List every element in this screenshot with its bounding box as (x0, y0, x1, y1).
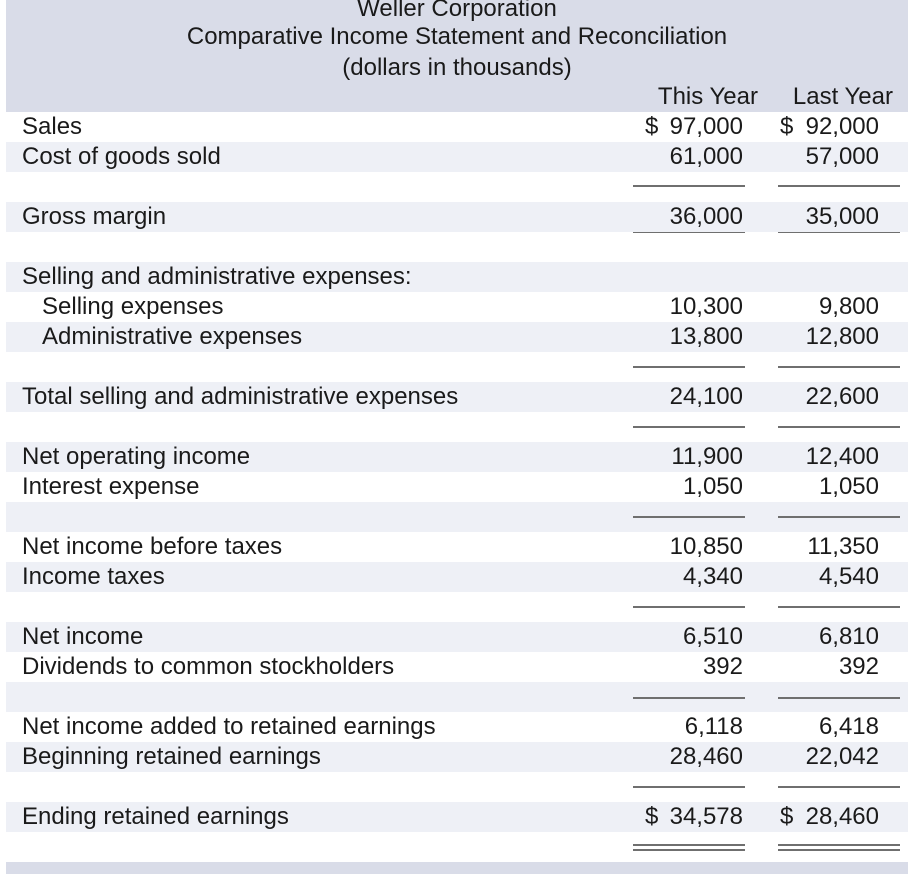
company-name: Weller Corporation (357, 0, 557, 22)
subtotal-rule (778, 606, 900, 608)
last-year-value: 9,800 (818, 293, 879, 320)
row-label: Cost of goods sold (22, 143, 221, 170)
subtotal-rule (633, 516, 745, 518)
this-year-value: 97,000 (669, 113, 743, 140)
double-rule-bottom (633, 849, 745, 851)
this-year-value: 61,000 (669, 143, 743, 170)
statement-units: (dollars in thousands) (342, 54, 572, 81)
spacer-row (6, 772, 908, 802)
row-label: Interest expense (22, 473, 200, 500)
subtotal-rule (633, 366, 745, 368)
column-header-this-year: This Year (657, 83, 758, 110)
row-label: Net income (22, 623, 144, 650)
last-year-value: 92,000 (805, 113, 879, 140)
row-label: Dividends to common stockholders (22, 653, 395, 680)
last-year-value: 35,000 (805, 203, 879, 230)
spacer-row (6, 172, 908, 202)
row-total-selling-admin (6, 382, 908, 412)
subtotal-rule (778, 426, 900, 428)
row-label: Selling expenses (42, 293, 224, 320)
row-selling-admin-heading (6, 262, 908, 292)
this-year-value: 13,800 (669, 323, 743, 350)
spacer-row (6, 352, 908, 382)
double-rule-bottom (778, 849, 900, 851)
subtotal-rule (778, 516, 900, 518)
row-label: Administrative expenses (42, 323, 303, 350)
currency-symbol: $ (780, 803, 794, 830)
last-year-value: 6,810 (818, 623, 879, 650)
row-sales (6, 112, 908, 142)
row-net-income-added-to-retained-earnings (6, 712, 908, 742)
spacer-row (6, 412, 908, 442)
row-selling-expenses (6, 292, 908, 322)
this-year-value: 6,510 (682, 623, 743, 650)
spacer-row (6, 592, 908, 622)
last-year-value: 28,460 (805, 803, 879, 830)
this-year-value: 24,100 (669, 383, 743, 410)
row-cost-of-goods-sold (6, 142, 908, 172)
row-label: Net operating income (22, 443, 251, 470)
last-year-value: 57,000 (805, 143, 879, 170)
row-label: Net income before taxes (22, 533, 283, 560)
subtotal-rule (778, 786, 900, 788)
last-year-value: 22,600 (805, 383, 879, 410)
row-ending-retained-earnings (6, 802, 908, 832)
this-year-value: 28,460 (669, 743, 743, 770)
this-year-value: 1,050 (682, 473, 743, 500)
subtotal-rule (778, 185, 900, 187)
row-label: Income taxes (22, 563, 165, 590)
row-administrative-expenses (6, 322, 908, 352)
row-label: Gross margin (22, 203, 167, 230)
row-label: Total selling and administrative expenses (22, 383, 459, 410)
this-year-value: 10,300 (669, 293, 743, 320)
spacer-row (6, 502, 908, 532)
subtotal-rule (778, 366, 900, 368)
row-net-operating-income (6, 442, 908, 472)
statement-footer-band (6, 862, 908, 874)
column-header-last-year: Last Year (792, 83, 893, 110)
row-dividends (6, 652, 908, 682)
row-label: Net income added to retained earnings (22, 713, 436, 740)
this-year-value: 4,340 (682, 563, 743, 590)
this-year-value: 34,578 (669, 803, 743, 830)
row-net-income-before-taxes (6, 532, 908, 562)
currency-symbol: $ (645, 803, 659, 830)
row-label: Sales (22, 113, 83, 140)
this-year-value: 10,850 (669, 533, 743, 560)
double-rule-top (633, 844, 745, 846)
spacer-row (6, 682, 908, 712)
last-year-value: 22,042 (805, 743, 879, 770)
subtotal-rule (778, 697, 900, 699)
row-gross-margin (6, 202, 908, 232)
this-year-value: 11,900 (671, 443, 743, 470)
currency-symbol: $ (780, 113, 794, 140)
subtotal-rule (633, 697, 745, 699)
last-year-value: 12,400 (805, 443, 879, 470)
spacer-row (6, 232, 908, 262)
this-year-value: 6,118 (684, 713, 743, 740)
subtotal-rule (633, 185, 745, 187)
section-heading: Selling and administrative expenses: (22, 263, 412, 290)
last-year-value: 6,418 (818, 713, 879, 740)
last-year-value: 12,800 (805, 323, 879, 350)
last-year-value: 392 (838, 653, 879, 680)
currency-symbol: $ (645, 113, 659, 140)
row-interest-expense (6, 472, 908, 502)
this-year-value: 392 (702, 653, 743, 680)
row-net-income (6, 622, 908, 652)
row-label: Ending retained earnings (22, 803, 289, 830)
row-income-taxes (6, 562, 908, 592)
statement-title: Comparative Income Statement and Reconciliation (186, 23, 728, 50)
last-year-value: 1,050 (818, 473, 879, 500)
subtotal-rule (633, 426, 745, 428)
this-year-value: 36,000 (669, 203, 743, 230)
subtotal-rule (633, 786, 745, 788)
last-year-value: 11,350 (807, 533, 879, 560)
last-year-value: 4,540 (818, 563, 879, 590)
row-label: Beginning retained earnings (22, 743, 321, 770)
subtotal-rule (633, 606, 745, 608)
double-rule-top (778, 844, 900, 846)
row-beginning-retained-earnings (6, 742, 908, 772)
